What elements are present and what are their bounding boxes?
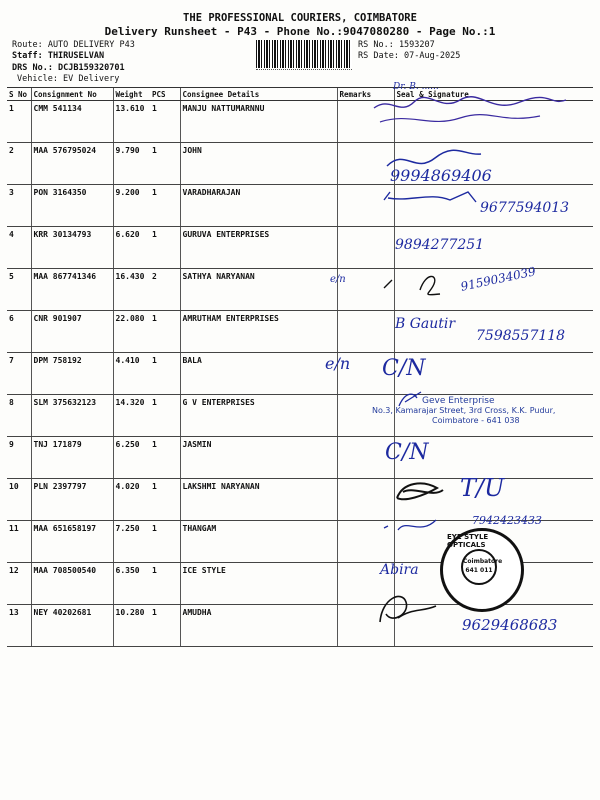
phone-row6: 7598557118	[476, 328, 566, 344]
cell-weight: 9.200	[113, 185, 150, 227]
cell-remarks	[337, 227, 394, 269]
cell-weight: 6.350	[113, 563, 150, 605]
signature-row3	[380, 188, 490, 213]
note-row10: T/U	[460, 474, 505, 502]
signature-row6: B Gautir	[395, 316, 456, 332]
cell-consignee: AMRUTHAM ENTERPRISES	[180, 311, 337, 353]
col-seal: Seal & Signature	[394, 88, 593, 101]
note-row9: C/N	[385, 440, 429, 465]
cell-consignment: NEY 40202681	[31, 605, 113, 647]
table-row	[7, 353, 593, 395]
cell-consignment: SLM 375632123	[31, 395, 113, 437]
cell-consignment: MAA 576795024	[31, 143, 113, 185]
cell-sno: 10	[7, 479, 31, 521]
signature-row1	[370, 94, 570, 134]
cell-pcs: 1	[150, 563, 180, 605]
cell-weight: 13.610	[113, 101, 150, 143]
col-consignment: Consignment No	[31, 88, 113, 101]
cell-weight: 14.320	[113, 395, 150, 437]
cell-consignment: CMM 541134	[31, 101, 113, 143]
cell-pcs: 1	[150, 353, 180, 395]
eye-style-stamp: EYE STYLE OPTICALS Coimbatore 641 011	[440, 528, 524, 612]
cell-pcs: 1	[150, 395, 180, 437]
col-weight: Weight	[113, 88, 150, 101]
cell-consignment: PON 3164350	[31, 185, 113, 227]
cell-consignment: MAA 651658197	[31, 521, 113, 563]
cell-consignee: THANGAM	[180, 521, 337, 563]
signature-row5	[380, 270, 460, 300]
cell-sno: 4	[7, 227, 31, 269]
cell-pcs: 1	[150, 479, 180, 521]
remark-row5: e/n	[330, 274, 346, 285]
cell-pcs: 1	[150, 521, 180, 563]
cell-sno: 12	[7, 563, 31, 605]
note-row7: C/N	[382, 356, 426, 381]
cell-consignee: BALA	[180, 353, 337, 395]
cell-sno: 8	[7, 395, 31, 437]
table-row	[7, 437, 593, 479]
cell-consignee: JASMIN	[180, 437, 337, 479]
gevc-stamp: Geve Enterprise No.3, Kamarajar Street, 3rd Cross, K.K. Pudur, Coimbatore - 641 038	[372, 396, 556, 425]
cell-weight: 10.280	[113, 605, 150, 647]
cell-sno: 2	[7, 143, 31, 185]
cell-weight: 9.790	[113, 143, 150, 185]
cell-consignment: DPM 758192	[31, 353, 113, 395]
cell-sno: 6	[7, 311, 31, 353]
rs-number: RS No.: 1593207	[358, 40, 435, 50]
col-consignee: Consignee Details	[180, 88, 337, 101]
cell-pcs: 1	[150, 101, 180, 143]
signature-row1-name: Dr. B. ......	[393, 82, 439, 92]
table-row	[7, 143, 593, 185]
cell-weight: 7.250	[113, 521, 150, 563]
cell-sno: 9	[7, 437, 31, 479]
cell-consignment: PLN 2397797	[31, 479, 113, 521]
phone-row5: 9159034039	[459, 264, 537, 294]
cell-weight: 22.080	[113, 311, 150, 353]
cell-weight: 16.430	[113, 269, 150, 311]
cell-consignee: GURUVA ENTERPRISES	[180, 227, 337, 269]
phone-row2: 9994869406	[390, 166, 492, 185]
cell-consignee: LAKSHMI NARYANAN	[180, 479, 337, 521]
cell-consignment: MAA 708500540	[31, 563, 113, 605]
signature-row10	[393, 478, 453, 508]
cell-consignee: AMUDHA	[180, 605, 337, 647]
barcode	[256, 40, 352, 68]
cell-sno: 13	[7, 605, 31, 647]
company-title: THE PROFESSIONAL COURIERS, COIMBATORE	[183, 12, 417, 24]
cell-sno: 11	[7, 521, 31, 563]
cell-pcs: 1	[150, 311, 180, 353]
cell-consignment: TNJ 171879	[31, 437, 113, 479]
cell-consignment: CNR 901907	[31, 311, 113, 353]
cell-pcs: 1	[150, 185, 180, 227]
runsheet-title: Delivery Runsheet - P43 - Phone No.:9047080280 - Page No.:1	[104, 25, 496, 38]
cell-pcs: 1	[150, 437, 180, 479]
vehicle-label: Vehicle: EV Delivery	[17, 74, 120, 84]
cell-consignee: VARADHARAJAN	[180, 185, 337, 227]
staff-label: Staff: THIRUSELVAN	[12, 51, 105, 61]
cell-sno: 5	[7, 269, 31, 311]
cell-sno: 1	[7, 101, 31, 143]
cell-consignee: SATHYA NARYANAN	[180, 269, 337, 311]
cell-sno: 7	[7, 353, 31, 395]
cell-weight: 4.020	[113, 479, 150, 521]
cell-consignment: KRR 30134793	[31, 227, 113, 269]
cell-consignee: JOHN	[180, 143, 337, 185]
signature-row13	[372, 588, 442, 628]
rs-date: RS Date: 07-Aug-2025	[358, 51, 461, 61]
col-pcs: PCS	[150, 88, 180, 101]
cell-consignee: G V ENTERPRISES	[180, 395, 337, 437]
cell-weight: 6.620	[113, 227, 150, 269]
cell-consignment: MAA 867741346	[31, 269, 113, 311]
drs-number: DRS No.: DCJB159320701	[12, 63, 125, 73]
cell-weight: 6.250	[113, 437, 150, 479]
cell-pcs: 1	[150, 605, 180, 647]
cell-sno: 3	[7, 185, 31, 227]
cell-pcs: 1	[150, 143, 180, 185]
signature-row11	[380, 514, 450, 536]
phone-row4: 9894277251	[395, 237, 485, 253]
cell-consignee: ICE STYLE	[180, 563, 337, 605]
cell-consignee: MANJU NATTUMARNNU	[180, 101, 337, 143]
barcode-caption	[256, 69, 352, 73]
col-sno: S No	[7, 88, 31, 101]
cell-remarks	[337, 311, 394, 353]
route-label: Route: AUTO DELIVERY P43	[12, 40, 135, 50]
phone-row13: 9629468683	[462, 616, 558, 634]
cell-pcs: 1	[150, 227, 180, 269]
phone-row11: 7942423433	[472, 514, 542, 527]
table-row	[7, 227, 593, 269]
remark-row7: e/n	[325, 354, 351, 373]
signature-row12: Abira	[380, 562, 419, 578]
col-remarks: Remarks	[337, 88, 394, 101]
phone-row3: 9677594013	[480, 200, 570, 216]
cell-weight: 4.410	[113, 353, 150, 395]
cell-pcs: 2	[150, 269, 180, 311]
